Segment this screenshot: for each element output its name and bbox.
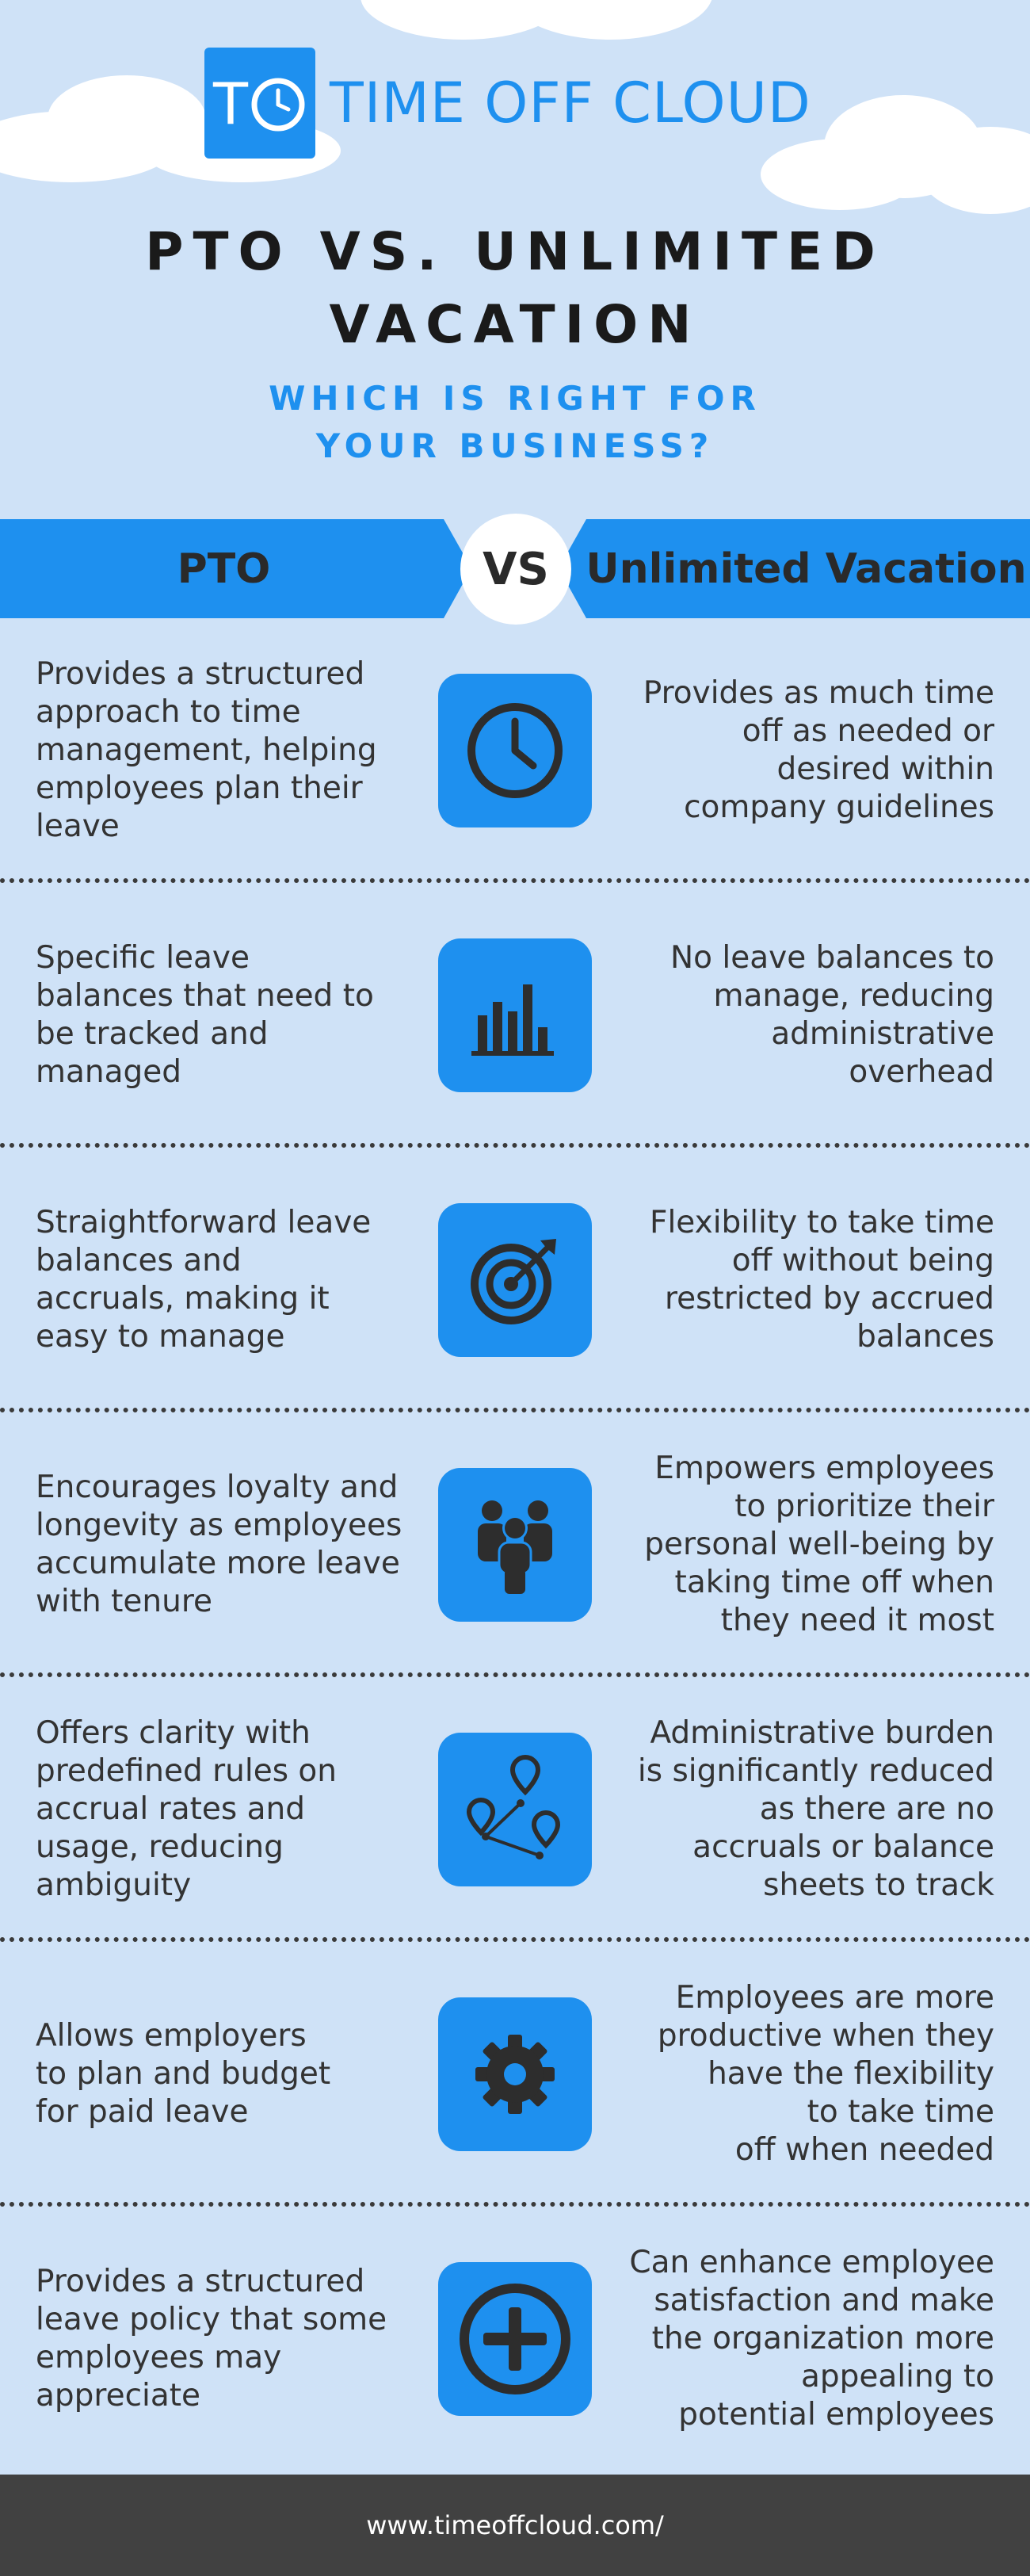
website-link[interactable]: www.timeoffcloud.com/ — [366, 2510, 664, 2540]
comparison-row — [0, 1677, 1030, 1942]
plus-circle-icon — [438, 2262, 592, 2416]
brand-logo — [204, 46, 811, 160]
map-pins-icon — [438, 1733, 592, 1886]
unlimited-point: Flexibility to take time off without being restricted by accrued balances — [650, 1205, 994, 1355]
unlimited-point: Administrative burden is significantly reduced as there are no accruals or balance sheets to track — [637, 1715, 994, 1903]
page-subtitle — [0, 375, 1030, 470]
logo-mark-icon — [204, 48, 315, 159]
pto-point: Provides a structured approach to time management, helping employees plan their leave — [36, 656, 377, 844]
comparison-header — [0, 519, 1030, 618]
pto-point: Allows employers to plan and budget for paid leave — [36, 2018, 331, 2130]
pto-point: Straightforward leave balances and accruals, making it easy to manage — [36, 1205, 372, 1355]
footer — [0, 2475, 1030, 2576]
clock-icon — [438, 674, 592, 827]
pto-point: Provides a structured leave policy that some employees may appreciate — [36, 2264, 387, 2414]
unlimited-point: No leave balances to manage, reducing administrative overhead — [670, 940, 994, 1090]
logo-wordmark: TIME OFF CLOUD — [330, 71, 811, 136]
pto-point: Encourages loyalty and longevity as employees accumulate more leave with tenure — [36, 1470, 402, 1619]
unlimited-column-label: Unlimited Vacation — [586, 545, 1027, 593]
pto-column-label: PTO — [177, 545, 271, 593]
bar-chart-icon — [438, 938, 592, 1092]
title-line-1: PTO VS. UNLIMITED — [145, 221, 885, 282]
vs-badge: VS — [460, 514, 571, 625]
comparison-row — [0, 618, 1030, 883]
unlimited-point: Employees are more productive when they have the flexibility to take time off when needed — [657, 1980, 994, 2168]
comparison-row — [0, 1148, 1030, 1412]
subtitle-line-1: WHICH IS RIGHT FOR — [269, 379, 761, 418]
comparison-row — [0, 1412, 1030, 1677]
svg-text:T: T — [213, 71, 248, 137]
unlimited-point: Provides as much time off as needed or desired within company guidelines — [643, 675, 994, 825]
comparison-row — [0, 883, 1030, 1148]
page-title — [0, 216, 1030, 361]
gear-icon — [438, 1997, 592, 2151]
comparison-row — [0, 1942, 1030, 2207]
unlimited-point: Can enhance employee satisfaction and make the organization more appealing to potential employees — [629, 2245, 994, 2433]
pto-point: Offers clarity with predefined rules on accrual rates and usage, reducing ambiguity — [36, 1715, 337, 1903]
unlimited-point: Empowers employees to prioritize their personal well-being by taking time off when they need it most — [644, 1450, 994, 1638]
target-icon — [438, 1203, 592, 1357]
subtitle-line-2: YOUR BUSINESS? — [315, 426, 715, 465]
comparison-row — [0, 2207, 1030, 2471]
team-icon — [438, 1468, 592, 1622]
pto-point: Specific leave balances that need to be tracked and managed — [36, 940, 374, 1090]
title-line-2: VACATION — [329, 294, 701, 355]
